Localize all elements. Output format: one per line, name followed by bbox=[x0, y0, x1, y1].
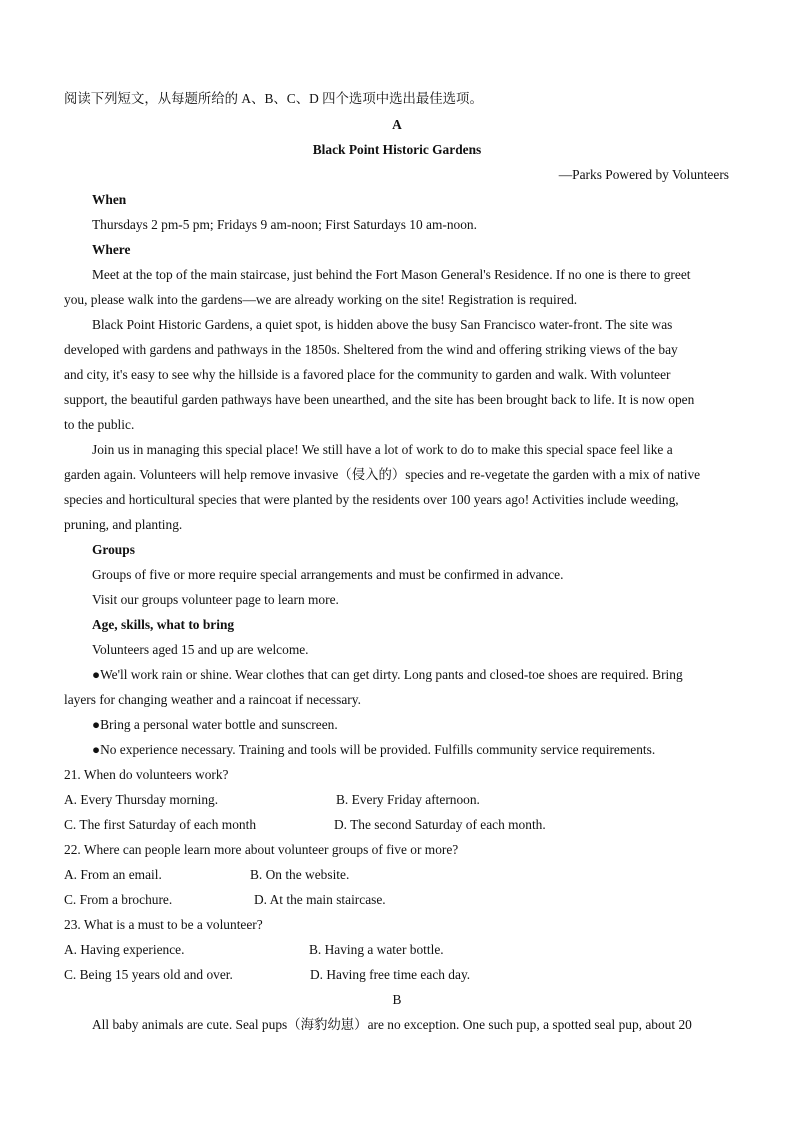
paragraph-line: garden again. Volunteers will help remove invasive（侵入的）species and re-vegetate the garden with a mix of native bbox=[64, 467, 701, 482]
paragraph-line: support, the beautiful garden pathways have been unearthed, and the site has been brought back to life. It is now open bbox=[64, 392, 695, 407]
option-b[interactable]: B. Every Friday afternoon. bbox=[336, 792, 480, 807]
option-a[interactable]: A. Having experience. bbox=[64, 942, 185, 957]
groups-line: Visit our groups volunteer page to learn more. bbox=[92, 592, 339, 607]
bullet-item: ●No experience necessary. Training and tools will be provided. Fulfills community service requirements. bbox=[92, 742, 656, 757]
when-heading: When bbox=[92, 192, 127, 207]
option-b[interactable]: B. Having a water bottle. bbox=[309, 942, 444, 957]
question-options-row bbox=[64, 937, 734, 962]
passage-b-label: B bbox=[392, 992, 402, 1007]
passage-a-title: Black Point Historic Gardens bbox=[312, 142, 482, 157]
bullet-item: ●We'll work rain or shine. Wear clothes that can get dirty. Long pants and closed-toe shoes are required. Bring bbox=[92, 667, 683, 682]
where-heading: Where bbox=[92, 242, 131, 257]
question-options-row bbox=[64, 812, 734, 837]
option-d[interactable]: D. The second Saturday of each month. bbox=[334, 817, 546, 832]
paragraph-line: to the public. bbox=[64, 417, 135, 432]
when-text: Thursdays 2 pm-5 pm; Fridays 9 am-noon; First Saturdays 10 am-noon. bbox=[92, 217, 477, 232]
passage-b-first-line: All baby animals are cute. Seal pups（海豹幼崽）are no exception. One such pup, a spotted seal pup, about 20 bbox=[92, 1017, 692, 1032]
question-options-row bbox=[64, 887, 734, 912]
option-c[interactable]: C. The first Saturday of each month bbox=[64, 817, 257, 832]
bullet-item: ●Bring a personal water bottle and sunscreen. bbox=[92, 717, 338, 732]
paragraph-line: developed with gardens and pathways in the 1850s. Sheltered from the wind and offering striking views of the bay bbox=[64, 342, 678, 357]
option-b[interactable]: B. On the website. bbox=[250, 867, 350, 882]
option-d[interactable]: D. Having free time each day. bbox=[310, 967, 471, 982]
paragraph-line: Black Point Historic Gardens, a quiet spot, is hidden above the busy San Francisco water-front. The site was bbox=[92, 317, 673, 332]
paragraph-line: Join us in managing this special place! We still have a lot of work to do to make this special space feel like a bbox=[92, 442, 673, 457]
option-a[interactable]: A. From an email. bbox=[64, 867, 162, 882]
age-heading: Age, skills, what to bring bbox=[92, 617, 235, 632]
option-c[interactable]: C. Being 15 years old and over. bbox=[64, 967, 233, 982]
paragraph-line: Meet at the top of the main staircase, just behind the Fort Mason General's Residence. If no one is there to greet bbox=[92, 267, 691, 282]
paragraph-line: and city, it's easy to see why the hillside is a favored place for the community to garden and walk. With volunteer bbox=[64, 367, 671, 382]
question-options-row bbox=[64, 787, 734, 812]
instruction-text: 阅读下列短文，从每题所给的 A、B、C、D 四个选项中选出最佳选项。 bbox=[64, 91, 483, 106]
passage-a-label: A bbox=[392, 117, 402, 132]
paragraph-line: pruning, and planting. bbox=[64, 517, 183, 532]
option-a[interactable]: A. Every Thursday morning. bbox=[64, 792, 219, 807]
paragraph-line: you, please walk into the gardens—we are already working on the site! Registration is required. bbox=[64, 292, 578, 307]
option-c[interactable]: C. From a brochure. bbox=[64, 892, 173, 907]
option-d[interactable]: D. At the main staircase. bbox=[254, 892, 386, 907]
paragraph-line: species and horticultural species that were planted by the residents over 100 years ago! Activities include weeding, bbox=[64, 492, 679, 507]
question-options-row bbox=[64, 862, 734, 887]
question-stem: 23. What is a must to be a volunteer? bbox=[64, 917, 263, 932]
question-options-row bbox=[64, 962, 734, 987]
groups-heading: Groups bbox=[92, 542, 135, 557]
groups-line: Groups of five or more require special arrangements and must be confirmed in advance. bbox=[92, 567, 564, 582]
bullet-item-continuation: layers for changing weather and a raincoat if necessary. bbox=[64, 692, 361, 707]
passage-a-subtitle: —Parks Powered by Volunteers bbox=[558, 167, 729, 182]
question-stem: 22. Where can people learn more about volunteer groups of five or more? bbox=[64, 842, 459, 857]
question-stem: 21. When do volunteers work? bbox=[64, 767, 229, 782]
age-line: Volunteers aged 15 and up are welcome. bbox=[92, 642, 309, 657]
